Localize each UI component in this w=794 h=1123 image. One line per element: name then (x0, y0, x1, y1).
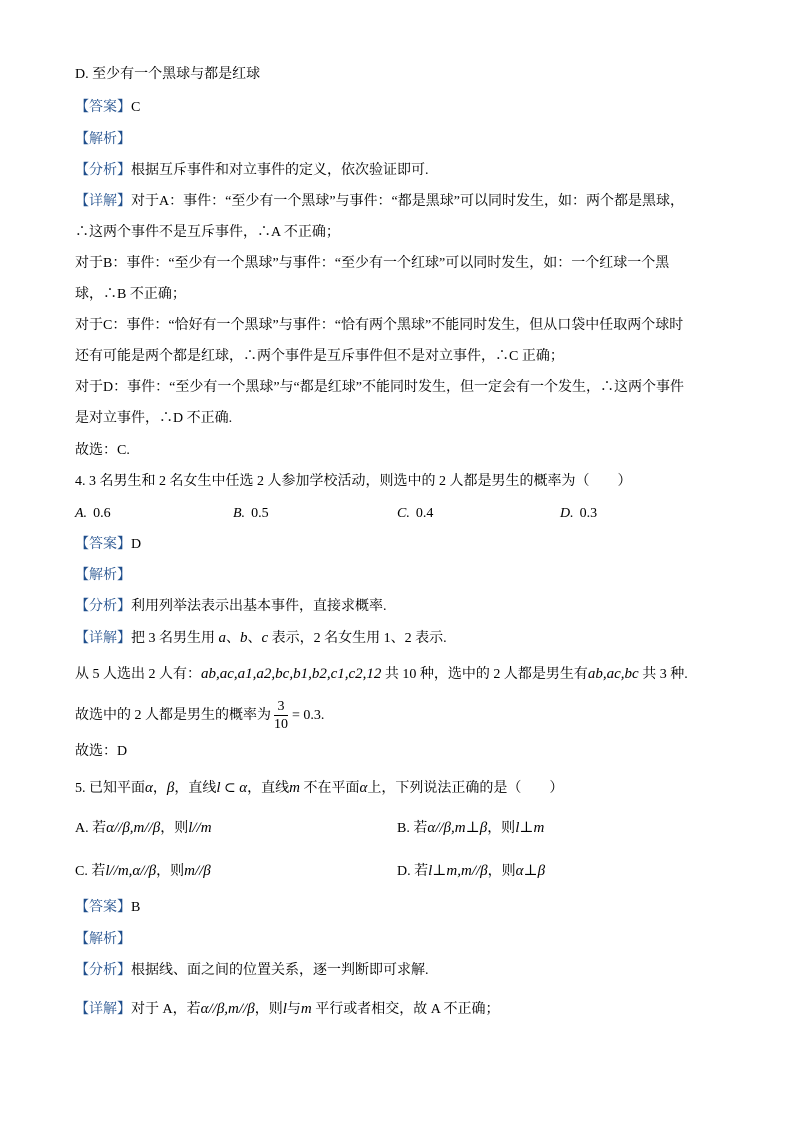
q3-option-d: D. 至少有一个黑球与都是红球 (75, 67, 261, 82)
text-run: 从 5 人选出 2 人有： (75, 667, 201, 682)
q3-detail-line: 还有可能是两个都是红球，∴两个事件是互斥事件但不是对立事件，∴C 正确； (75, 349, 564, 364)
q5-detail-text (131, 1002, 500, 1017)
text-run: 故选中的 2 人都是男生的概率为 (75, 708, 271, 723)
text-run: ，直线 (174, 781, 217, 796)
q3-answer-line (75, 98, 140, 118)
q3-detail-text: 对于A：事件：“至少有一个黑球”与事件：“都是黑球”可以同时发生，如：两个都是黑球， (131, 194, 684, 209)
fraction-numerator: 3 (274, 698, 288, 716)
text-run: 平行或者相交，故 A 不正确； (311, 1002, 500, 1017)
option-label: A. (75, 506, 88, 521)
q5-option-a (75, 818, 212, 838)
text-run: 不在平面 (299, 781, 360, 796)
text-run: = 0.3. (292, 708, 325, 723)
text-run: 把 3 名男生用 (131, 631, 219, 646)
fenxi-tag: 【分析】 (75, 163, 131, 178)
detail-tag: 【详解】 (75, 631, 131, 646)
text-run: ，则 (487, 821, 516, 836)
text-run: D. 若 (397, 864, 429, 879)
detail-tag: 【详解】 (75, 194, 131, 209)
q4-option-d (560, 504, 597, 524)
math-expression: l⊥m (515, 820, 545, 836)
q3-detail-line: 球，∴B 不正确； (75, 287, 186, 302)
answer-tag: 【答案】 (75, 100, 131, 115)
q4-answer: D (131, 537, 142, 552)
text-run: 表示，2 名女生用 1、2 表示. (268, 631, 447, 646)
analysis-tag: 【解析】 (75, 132, 131, 147)
option-value: 0.3 (579, 506, 598, 521)
text-run: ， (152, 781, 167, 796)
text-run: ，直线 (247, 781, 290, 796)
q4-conclusion: 故选：D (75, 744, 128, 759)
math-expression: ab,ac,a1,a2,bc,b1,b2,c1,c2,12 (201, 666, 382, 682)
q4-detail-line (75, 628, 447, 648)
q4-detail-line (75, 664, 688, 684)
q3-fenxi: 根据互斥事件和对立事件的定义，依次验证即可. (131, 163, 429, 178)
q4-stem: 4. 3 名男生和 2 名女生中任选 2 人参加学校活动，则选中的 2 人都是男生的概率为（ ） (75, 474, 632, 489)
fenxi-tag: 【分析】 (75, 963, 131, 978)
text-run: 、 (247, 631, 262, 646)
option-value: 0.4 (415, 506, 434, 521)
text-run: 、 (226, 631, 240, 646)
q5-analysis-line (75, 930, 131, 950)
q4-detail-text (131, 631, 447, 646)
math-expression: m (289, 780, 300, 796)
analysis-tag: 【解析】 (75, 568, 131, 583)
q5-fenxi-line (75, 961, 429, 981)
fraction (274, 698, 288, 733)
q4-probability-line (75, 695, 324, 737)
text-run: 对于 A，若 (131, 1002, 201, 1017)
q5-detail-line (75, 999, 500, 1019)
q3-fenxi-line (75, 161, 429, 181)
text-run: 5. 已知平面 (75, 781, 145, 796)
text-run: 与 (286, 1002, 301, 1017)
math-expression: ab,ac,bc (587, 666, 639, 682)
text-run: 共 3 种. (638, 667, 688, 682)
math-expression: m (300, 1001, 312, 1017)
text-run: ⊂ (220, 781, 240, 796)
q5-option-c (75, 861, 211, 881)
q4-fenxi: 利用列举法表示出基本事件，直接求概率. (131, 599, 387, 614)
q3-detail-line: 对于D：事件：“至少有一个黑球”与“都是红球”不能同时发生，但一定会有一个发生，∴这两个事件 (75, 380, 684, 395)
q3-analysis-line (75, 130, 131, 150)
q5-answer-line (75, 898, 140, 918)
q4-answer-line (75, 535, 141, 555)
q5-option-b (397, 818, 544, 838)
q3-conclusion: 故选：C. (75, 443, 130, 458)
q3-detail-line: 对于B：事件：“至少有一个黑球”与事件：“至少有一个红球”可以同时发生，如：一个红球一个黑 (75, 256, 670, 271)
math-expression: l//m,α//β (105, 863, 157, 879)
text-run: B. 若 (397, 821, 428, 836)
q5-answer: B (131, 900, 141, 915)
math-expression: l (282, 1001, 287, 1017)
text-run: ，则 (487, 864, 516, 879)
math-expression: l//m (188, 820, 212, 836)
math-expression: α⊥β (515, 863, 546, 879)
option-value: 0.5 (251, 506, 269, 521)
text-run: ，则 (156, 864, 185, 879)
q3-detail-line: 是对立事件，∴D 不正确. (75, 411, 233, 426)
fenxi-tag: 【分析】 (75, 599, 131, 614)
math-expression: α//β,m⊥β (427, 820, 488, 836)
answer-tag: 【答案】 (75, 537, 131, 552)
math-expression: β (166, 780, 175, 796)
math-expression: c (261, 630, 269, 646)
fraction-denominator: 10 (274, 717, 288, 733)
q4-option-c (397, 504, 433, 524)
q3-answer: C (131, 100, 141, 115)
math-expression: α//β,m//β (200, 1001, 255, 1017)
q3-detail-line: ∴这两个事件不是互斥事件，∴A 不正确； (75, 225, 340, 240)
q3-detail-line: 对于C：事件：“恰好有一个黑球”与事件：“恰有两个黑球”不能同时发生，但从口袋中任取两个球时 (75, 318, 684, 333)
option-label: B. (233, 506, 246, 521)
option-label: D. (560, 506, 574, 521)
q4-option-a (75, 504, 111, 524)
option-label: C. (397, 506, 410, 521)
text-run: 上，下列说法正确的是（ ） (367, 781, 564, 796)
math-expression: α (145, 780, 153, 796)
q3-detail-line (75, 192, 684, 212)
text-run: ，则 (160, 821, 189, 836)
q4-option-b (233, 504, 269, 524)
text-run: A. 若 (75, 821, 107, 836)
q5-option-d (397, 861, 545, 881)
q5-stem (75, 778, 563, 798)
math-expression: a (218, 630, 226, 646)
math-expression: b (240, 630, 248, 646)
math-expression: α (239, 780, 248, 796)
analysis-tag: 【解析】 (75, 932, 131, 947)
detail-tag: 【详解】 (75, 1002, 131, 1017)
text-run: C. 若 (75, 864, 106, 879)
math-expression: l⊥m,m//β (428, 863, 488, 879)
math-expression: m//β (184, 863, 211, 879)
q4-fenxi-line (75, 597, 387, 617)
option-value: 0.6 (93, 506, 111, 521)
text-run: 共 10 种，选中的 2 人都是男生有 (381, 667, 588, 682)
math-expression: l (216, 780, 221, 796)
q5-fenxi: 根据线、面之间的位置关系，逐一判断即可求解. (131, 963, 429, 978)
answer-tag: 【答案】 (75, 900, 131, 915)
math-expression: α (359, 780, 368, 796)
text-run: ，则 (254, 1002, 283, 1017)
math-expression: α//β,m//β (106, 820, 161, 836)
q4-analysis-line (75, 566, 131, 586)
